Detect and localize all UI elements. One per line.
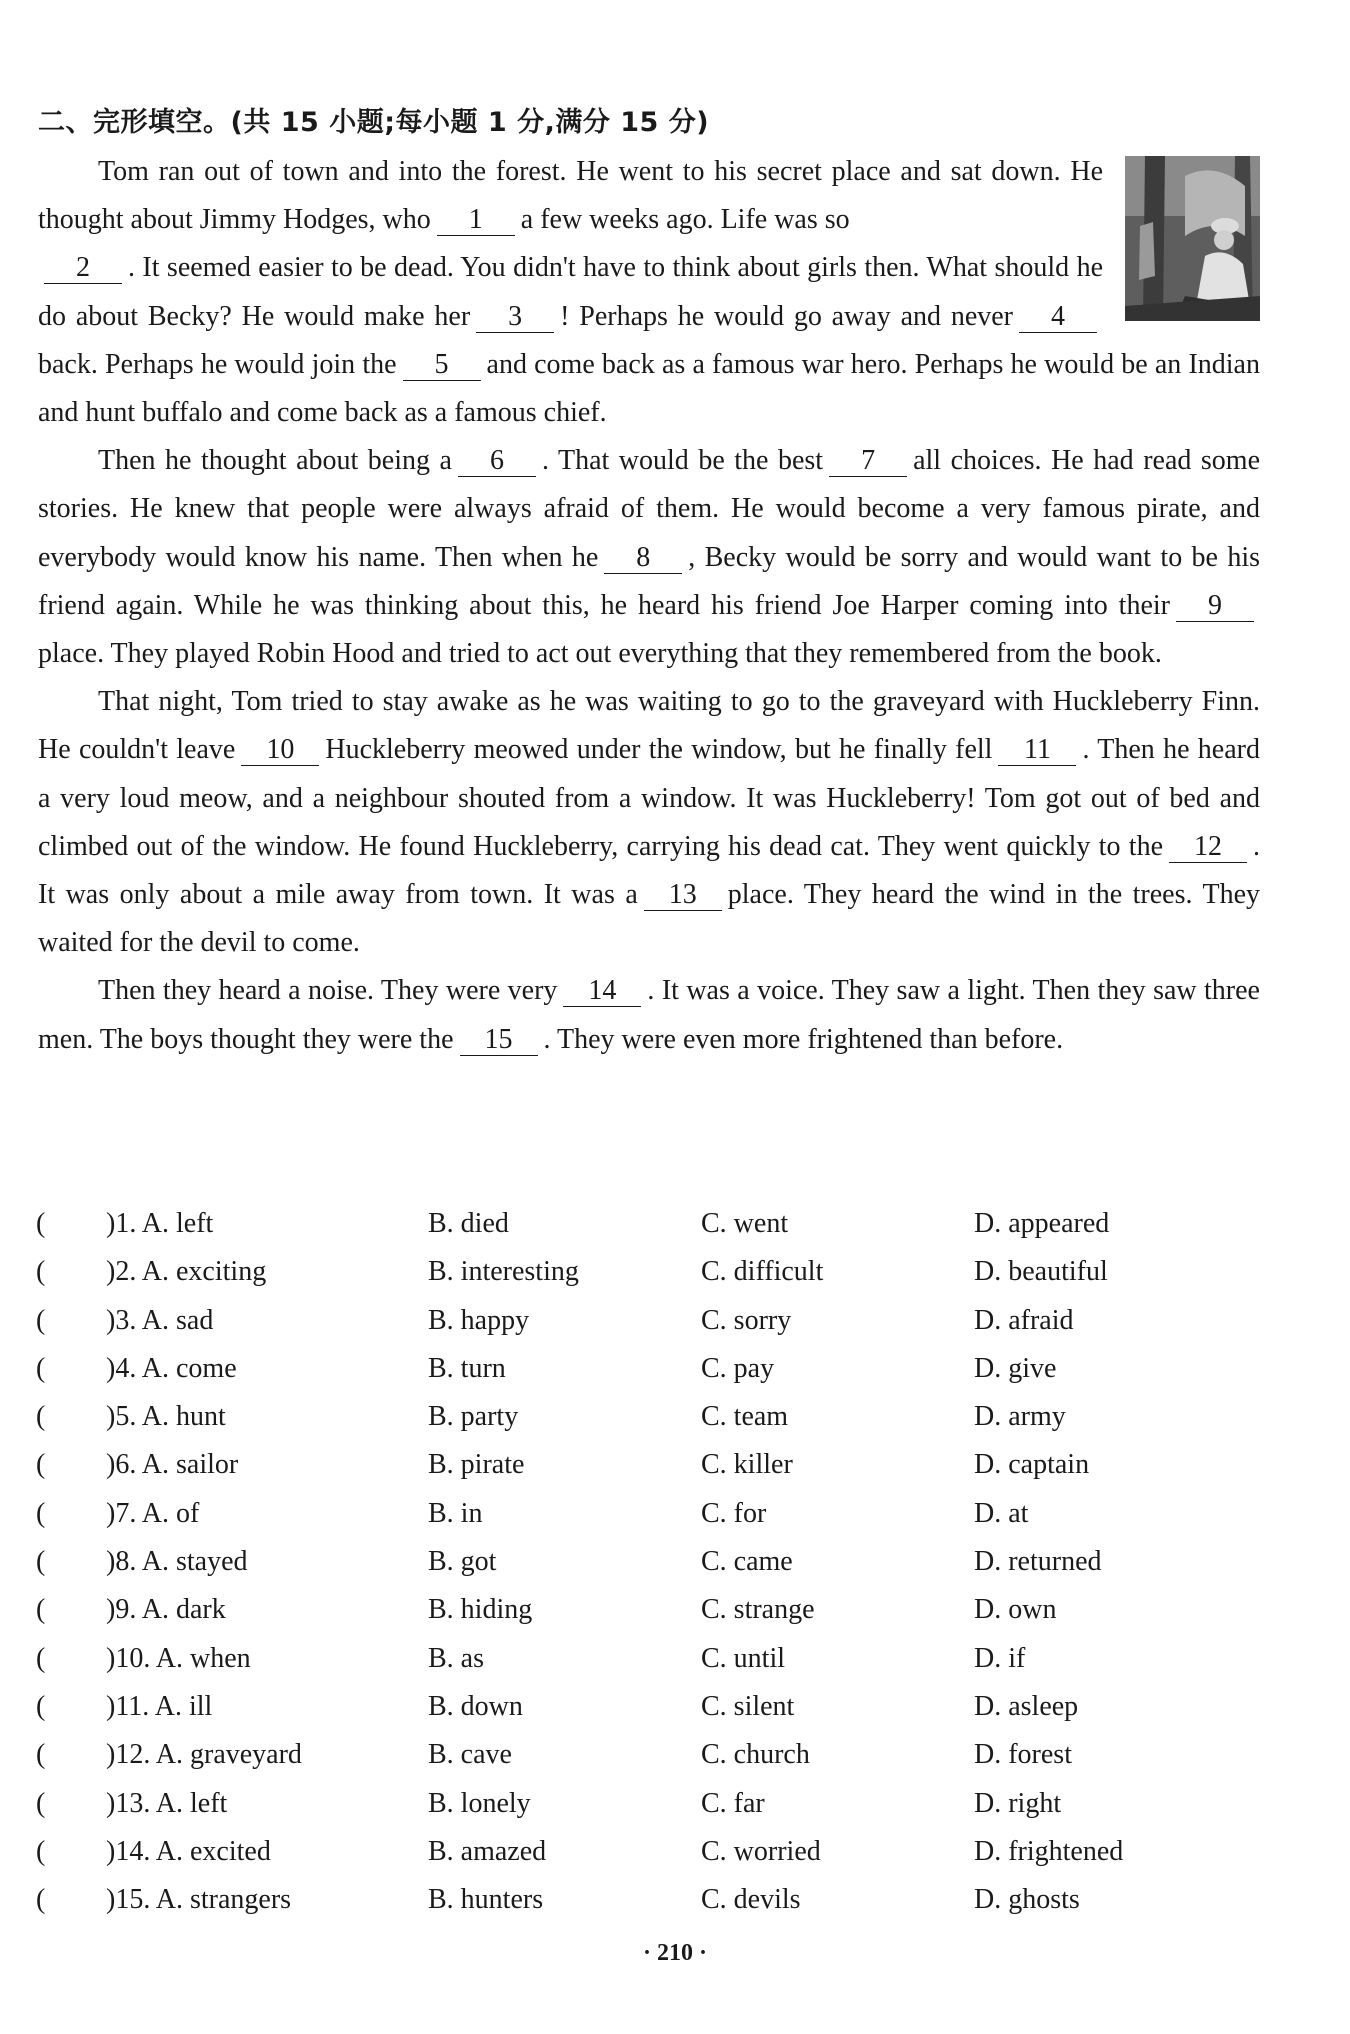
- option-b: B. pirate: [428, 1449, 525, 1481]
- option-b: B. died: [428, 1208, 509, 1239]
- answer-paren[interactable]: (: [36, 1690, 46, 1722]
- option-b: B. down: [428, 1690, 523, 1722]
- question-row: [36, 1546, 1276, 1594]
- option-d: D. give: [974, 1352, 1057, 1384]
- blank-15: 15: [460, 1025, 538, 1056]
- option-d: D. if: [974, 1642, 1026, 1674]
- question-row: [36, 1449, 1276, 1497]
- option-c: C. strange: [701, 1594, 815, 1626]
- option-d: D. frightened: [974, 1835, 1124, 1867]
- option-a: )1. A. left: [106, 1208, 214, 1239]
- option-c: C. far: [701, 1787, 765, 1819]
- option-d: D. asleep: [974, 1690, 1079, 1722]
- option-a: )10. A. when: [106, 1642, 251, 1674]
- option-a: )13. A. left: [106, 1787, 228, 1819]
- option-b: B. hiding: [428, 1594, 533, 1626]
- option-d: D. right: [974, 1787, 1062, 1819]
- question-row: [36, 1353, 1276, 1401]
- option-c: C. came: [701, 1546, 793, 1578]
- section-heading: 二、完形填空。(共 15 小题;每小题 1 分,满分 15 分): [38, 107, 710, 138]
- answer-paren[interactable]: (: [36, 1739, 46, 1771]
- option-a: )2. A. exciting: [106, 1256, 267, 1288]
- option-b: B. interesting: [428, 1256, 579, 1288]
- answer-paren[interactable]: (: [36, 1884, 46, 1916]
- answer-paren[interactable]: (: [36, 1497, 46, 1529]
- option-d: D. afraid: [974, 1304, 1074, 1336]
- blank-13: 13: [644, 880, 722, 911]
- answer-paren[interactable]: (: [36, 1449, 46, 1481]
- option-b: B. hunters: [428, 1884, 544, 1916]
- page-number: · 210 ·: [642, 1940, 707, 1966]
- answer-options: [36, 1208, 1276, 1932]
- option-b: B. amazed: [428, 1835, 547, 1867]
- option-b: B. party: [428, 1401, 519, 1433]
- question-row: [36, 1401, 1276, 1449]
- blank-2: 2: [44, 253, 122, 284]
- option-d: D. ghosts: [974, 1884, 1080, 1916]
- option-a: )15. A. strangers: [106, 1884, 292, 1916]
- option-c: C. worried: [701, 1835, 821, 1867]
- option-c: C. devils: [701, 1884, 801, 1916]
- blank-6: 6: [458, 446, 536, 477]
- option-c: C. difficult: [701, 1256, 824, 1288]
- option-a: )7. A. of: [106, 1497, 200, 1529]
- option-d: D. forest: [974, 1739, 1072, 1771]
- option-d: D. appeared: [974, 1208, 1110, 1239]
- option-b: B. cave: [428, 1739, 512, 1771]
- option-b: B. happy: [428, 1304, 530, 1336]
- option-a: )14. A. excited: [106, 1835, 271, 1867]
- blank-7: 7: [829, 446, 907, 477]
- answer-paren[interactable]: (: [36, 1304, 46, 1336]
- question-row: [36, 1739, 1276, 1787]
- answer-paren[interactable]: (: [36, 1787, 46, 1819]
- blank-3: 3: [476, 302, 554, 333]
- answer-paren[interactable]: (: [36, 1208, 46, 1239]
- option-d: D. at: [974, 1497, 1029, 1529]
- answer-paren[interactable]: (: [36, 1594, 46, 1626]
- question-row: [36, 1208, 1276, 1256]
- option-c: C. silent: [701, 1690, 795, 1722]
- option-a: )8. A. stayed: [106, 1546, 248, 1578]
- question-row: [36, 1788, 1276, 1836]
- answer-paren[interactable]: (: [36, 1835, 46, 1867]
- question-row: [36, 1643, 1276, 1691]
- option-a: )12. A. graveyard: [106, 1739, 302, 1771]
- paragraph-4: Then they heard a noise. They were very 14 . It was a voice. They saw a light. Then they saw three men. The boys thought they were the 15 . They were even more frightened than before.: [38, 975, 1260, 1055]
- answer-paren[interactable]: (: [36, 1256, 46, 1288]
- option-c: C. pay: [701, 1352, 775, 1384]
- answer-paren[interactable]: (: [36, 1401, 46, 1433]
- option-a: )9. A. dark: [106, 1594, 226, 1626]
- blank-5: 5: [403, 350, 481, 381]
- option-b: B. as: [428, 1642, 484, 1674]
- question-row: [36, 1836, 1276, 1884]
- paragraph-2: Then he thought about being a 6 . That would be the best 7 all choices. He had read some stories. He knew that people were always afraid of them. He would become a very famous pirate, and everybody would know his name. Then when he 8 , Becky would be sorry and would want to be his friend again. While he was thinking about this, he heard his friend Joe Harper coming into their 9place. They played Robin Hood and tried to act out everything that they remembered from the book.: [38, 445, 1261, 670]
- blank-1: 1: [437, 205, 515, 236]
- option-d: D. returned: [974, 1546, 1102, 1578]
- blank-4: 4: [1019, 302, 1097, 333]
- option-a: )6. A. sailor: [106, 1449, 239, 1481]
- answer-paren[interactable]: (: [36, 1642, 46, 1674]
- answer-paren[interactable]: (: [36, 1352, 46, 1384]
- option-a: )4. A. come: [106, 1352, 237, 1384]
- option-c: C. team: [701, 1401, 789, 1433]
- option-d: D. army: [974, 1401, 1066, 1433]
- question-row: [36, 1691, 1276, 1739]
- blank-11: 11: [998, 735, 1076, 766]
- option-c: C. for: [701, 1497, 767, 1529]
- option-d: D. captain: [974, 1449, 1090, 1481]
- option-c: C. sorry: [701, 1304, 792, 1336]
- option-a: )3. A. sad: [106, 1304, 214, 1336]
- option-c: C. killer: [701, 1449, 793, 1481]
- option-a: )11. A. ill: [106, 1690, 213, 1722]
- question-row: [36, 1884, 1276, 1932]
- option-c: C. went: [701, 1208, 789, 1239]
- option-b: B. lonely: [428, 1787, 531, 1819]
- question-row: [36, 1256, 1276, 1304]
- blank-10: 10: [241, 735, 319, 766]
- option-d: D. beautiful: [974, 1256, 1108, 1288]
- blank-9: 9: [1176, 591, 1254, 622]
- option-c: C. church: [701, 1739, 810, 1771]
- paragraph-3: That night, Tom tried to stay awake as he was waiting to go to the graveyard with Huckleberry Finn. He couldn't leave 10 Huckleberry meowed under the window, but he finally fell 11 . Then he heard a very loud meow, and a neighbour shouted from a window. It was Huckleberry! Tom got out of bed and climbed out of the window. He found Huckleberry, carrying his dead cat. They went quickly to the 12 . It was only about a mile away from town. It was a 13 place. They heard the wind in the trees. They waited for the devil to come.: [38, 686, 1260, 959]
- question-row: [36, 1305, 1276, 1353]
- paragraph-1: Tom ran out of town and into the forest. He went to his secret place and sat down. He thought about Jimmy Hodges, who 1 a few weeks ago. Life was so 2 . It seemed easier to be dead. You didn't have to think about girls then. What should he do about Becky? He would make her 3 ! Perhaps he would go away and never 4back. Perhaps he would join the 5 and come back as a famous war hero. Perhaps he would be an Indian and hunt buffalo and come back as a famous chief.: [38, 156, 1260, 429]
- answer-paren[interactable]: (: [36, 1546, 46, 1578]
- question-row: [36, 1594, 1276, 1642]
- option-b: B. turn: [428, 1352, 506, 1384]
- option-b: B. in: [428, 1497, 483, 1529]
- illustration-boy-in-forest: [1125, 156, 1260, 321]
- option-b: B. got: [428, 1546, 497, 1578]
- option-c: C. until: [701, 1642, 786, 1674]
- option-a: )5. A. hunt: [106, 1401, 226, 1433]
- cloze-passage: [38, 148, 1260, 1064]
- question-row: [36, 1498, 1276, 1546]
- option-d: D. own: [974, 1594, 1057, 1626]
- blank-8: 8: [604, 543, 682, 574]
- blank-14: 14: [563, 976, 641, 1007]
- blank-12: 12: [1169, 832, 1247, 863]
